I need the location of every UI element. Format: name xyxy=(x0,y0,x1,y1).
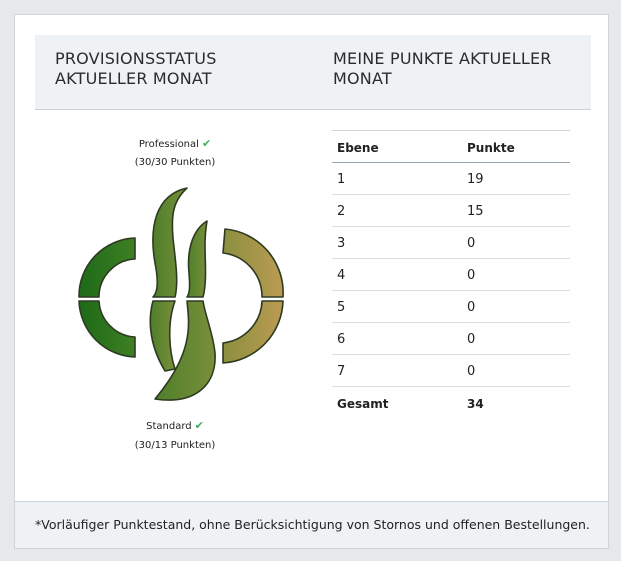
column-header-points: Punkte xyxy=(462,131,570,163)
level-cell: 2 xyxy=(332,195,462,227)
level-cell: 5 xyxy=(332,291,462,323)
standard-level xyxy=(55,419,295,432)
table-header-row xyxy=(332,131,570,163)
standard-points: (30/13 Punkten) xyxy=(134,440,216,451)
professional-level xyxy=(55,137,295,150)
points-cell: 0 xyxy=(462,259,570,291)
table-row xyxy=(332,195,570,227)
points-cell: 19 xyxy=(462,163,570,195)
points-cell: 0 xyxy=(462,291,570,323)
level-cell: 1 xyxy=(332,163,462,195)
total-label: Gesamt xyxy=(337,396,389,411)
level-cell: 4 xyxy=(332,259,462,291)
card-header xyxy=(35,35,591,110)
professional-label: Professional xyxy=(138,139,199,150)
points-table xyxy=(332,130,570,418)
check-icon: ✔ xyxy=(201,137,212,150)
status-logo xyxy=(55,173,295,413)
level-cell: 3 xyxy=(332,227,462,259)
column-header-level: Ebene xyxy=(332,131,462,163)
table-row xyxy=(332,323,570,355)
table-row xyxy=(332,163,570,195)
card-footer xyxy=(15,501,608,548)
table-row xyxy=(332,227,570,259)
standard-label: Standard xyxy=(146,421,192,432)
level-cell: 7 xyxy=(332,355,462,387)
status-graphic xyxy=(55,135,295,455)
status-title: PROVISIONSSTATUS AKTUELLER MONAT xyxy=(55,49,217,88)
level-cell: 6 xyxy=(332,323,462,355)
points-title: MEINE PUNKTE AKTUELLER MONAT xyxy=(333,49,552,88)
points-cell: 0 xyxy=(462,227,570,259)
table-row xyxy=(332,259,570,291)
footer-note: *Vorläufiger Punktestand, ohne Berücksichtigung von Stornos und offenen Bestellungen. xyxy=(35,517,590,532)
points-cell: 15 xyxy=(462,195,570,227)
total-row xyxy=(332,387,570,419)
points-cell: 0 xyxy=(462,323,570,355)
points-cell: 0 xyxy=(462,355,570,387)
professional-points: (30/30 Punkten) xyxy=(134,157,216,168)
total-points: 34 xyxy=(467,396,484,411)
table-row xyxy=(332,291,570,323)
table-row xyxy=(332,355,570,387)
commission-status-card xyxy=(14,14,609,549)
check-icon: ✔ xyxy=(194,419,204,432)
